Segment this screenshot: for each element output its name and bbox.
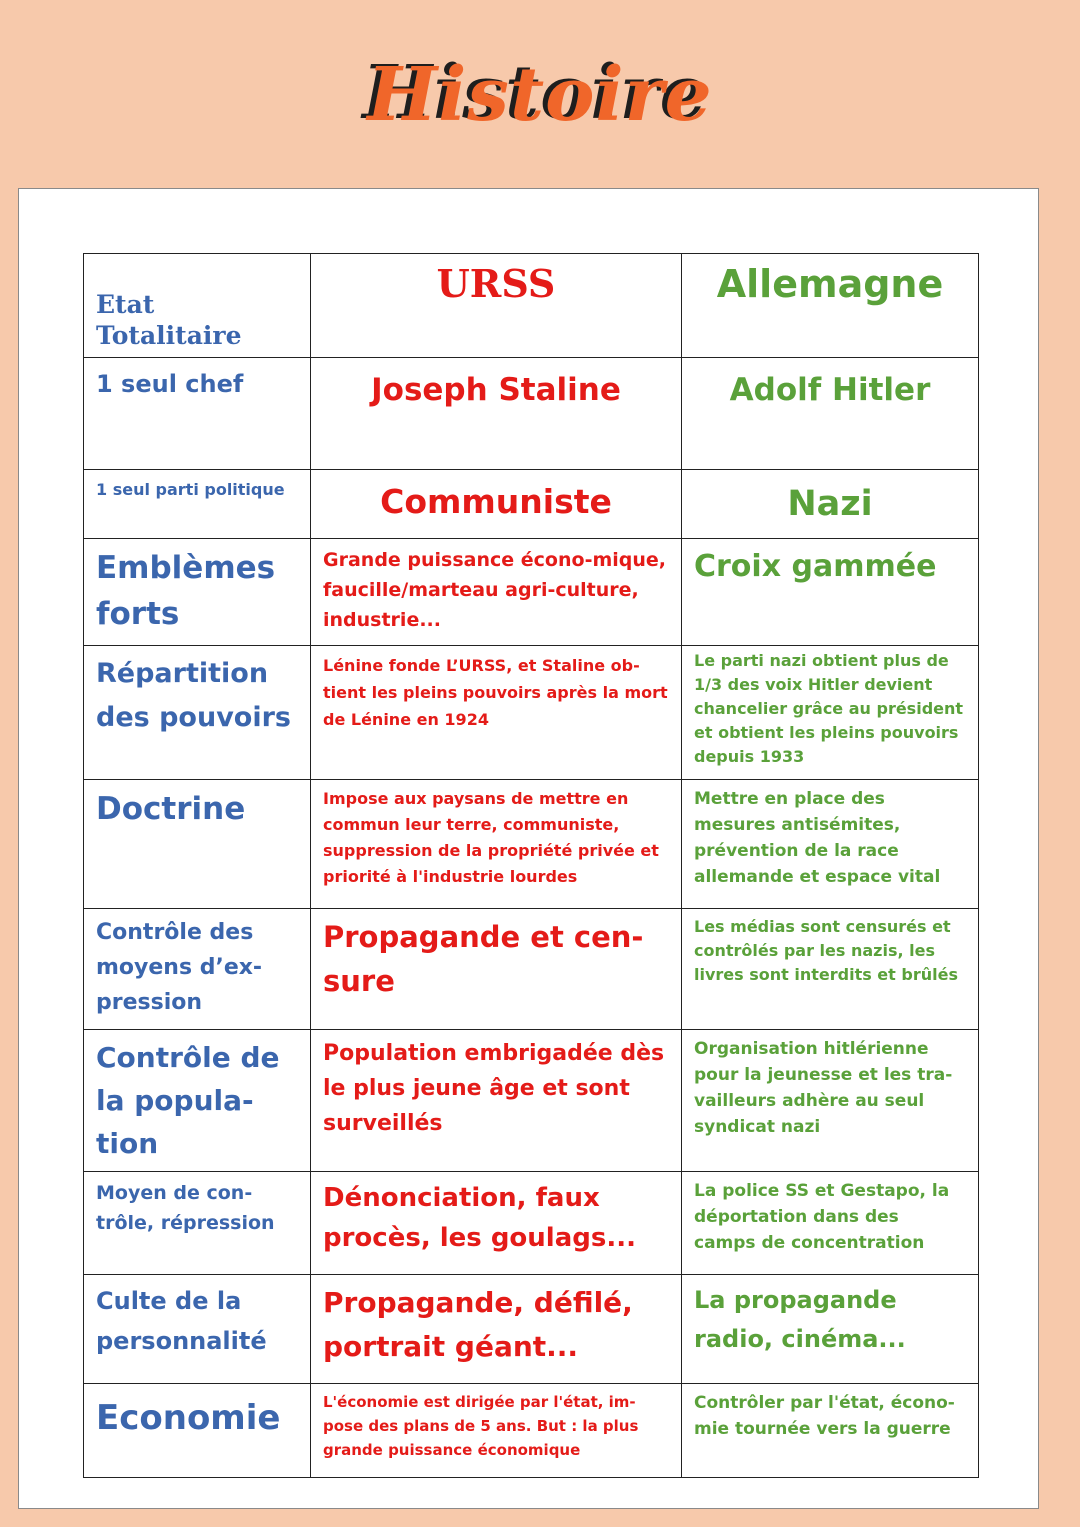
row-label: Emblèmes forts (96, 550, 276, 632)
allemagne-cell (682, 1172, 979, 1275)
table-row (84, 780, 979, 909)
title-text: Histoire (367, 52, 713, 138)
allemagne-text: La propagande radio, cinéma... (694, 1286, 906, 1353)
allemagne-text: Nazi (787, 484, 873, 524)
header-urss-text: URSS (436, 261, 556, 306)
header-row (84, 254, 979, 358)
row-label: Moyen de con-trôle, répression (96, 1182, 275, 1234)
urss-text: Propagande et cen-sure (323, 920, 644, 998)
header-label-text: Etat Totalitaire (96, 290, 242, 350)
row-label-cell (84, 1030, 311, 1172)
allemagne-text: Croix gammée (694, 549, 937, 584)
row-label-cell (84, 646, 311, 780)
urss-cell (311, 780, 682, 909)
row-label: 1 seul parti politique (96, 480, 285, 499)
urss-cell (311, 1384, 682, 1478)
urss-text: Lénine fonde L’URSS, et Staline ob-tient les pleins pouvoirs après la mort de Lénine en 1924 (323, 656, 668, 729)
allemagne-cell (682, 1275, 979, 1384)
table-row (84, 1030, 979, 1172)
row-label-cell (84, 1275, 311, 1384)
urss-text: Communiste (380, 482, 612, 521)
row-label-cell (84, 358, 311, 470)
urss-cell (311, 1030, 682, 1172)
comparison-table (83, 253, 979, 1478)
allemagne-cell (682, 1030, 979, 1172)
row-label: Répartition des pouvoirs (96, 658, 291, 733)
row-label-cell (84, 539, 311, 646)
table-row (84, 909, 979, 1030)
urss-cell (311, 1275, 682, 1384)
urss-text: Population embrigadée dès le plus jeune âge et sont surveillés (323, 1041, 665, 1136)
allemagne-cell (682, 1384, 979, 1478)
allemagne-text: Mettre en place des mesures antisémites, prévention de la race allemande et espace vital (694, 789, 941, 887)
allemagne-text: Contrôler par l'état, écono-mie tournée vers la guerre (694, 1393, 955, 1439)
row-label: Economie (96, 1398, 281, 1438)
urss-text: Joseph Staline (371, 372, 621, 408)
row-label-cell (84, 470, 311, 539)
urss-cell (311, 470, 682, 539)
table-row (84, 1172, 979, 1275)
allemagne-text: Adolf Hitler (729, 372, 931, 408)
table-row (84, 539, 979, 646)
urss-text: Dénonciation, faux procès, les goulags... (323, 1183, 636, 1253)
allemagne-text: Les médias sont censurés et contrôlés par les nazis, les livres sont interdits et brûlés (694, 917, 958, 984)
table-row (84, 646, 979, 780)
row-label: Contrôle des moyens d’ex-pression (96, 920, 263, 1015)
row-label-cell (84, 1172, 311, 1275)
urss-text: Propagande, défilé, portrait géant... (323, 1286, 633, 1363)
allemagne-cell (682, 358, 979, 470)
row-label-cell (84, 909, 311, 1030)
header-cell-allemagne (682, 254, 979, 358)
urss-cell (311, 1172, 682, 1275)
allemagne-text: La police SS et Gestapo, la déportation dans des camps de concentration (694, 1181, 950, 1253)
allemagne-text: Le parti nazi obtient plus de 1/3 des voix Hitler devient chancelier grâce au président et obtient les pleins pouvoirs depuis 1933 (694, 651, 964, 766)
urss-cell (311, 539, 682, 646)
row-label-cell (84, 1384, 311, 1478)
table-row (84, 1275, 979, 1384)
urss-cell (311, 646, 682, 780)
row-label: Contrôle de la popula-tion (96, 1041, 280, 1160)
allemagne-cell (682, 646, 979, 780)
allemagne-cell (682, 539, 979, 646)
allemagne-cell (682, 470, 979, 539)
table-row (84, 1384, 979, 1478)
row-label: 1 seul chef (96, 370, 244, 398)
urss-text: L'économie est dirigée par l'état, im-pose des plans de 5 ans. But : la plus grande puissance économique (323, 1393, 639, 1459)
urss-cell (311, 909, 682, 1030)
row-label: Culte de la personnalité (96, 1287, 267, 1355)
header-cell-urss (311, 254, 682, 358)
urss-text: Grande puissance écono-mique, faucille/marteau agri-culture, industrie... (323, 549, 666, 631)
row-label: Doctrine (96, 791, 246, 827)
table-row (84, 358, 979, 470)
header-allemagne-text: Allemagne (716, 262, 944, 306)
row-label-cell (84, 780, 311, 909)
header-cell-label (84, 254, 311, 358)
table-row (84, 470, 979, 539)
allemagne-cell (682, 909, 979, 1030)
page-title (0, 52, 1080, 152)
allemagne-cell (682, 780, 979, 909)
allemagne-text: Organisation hitlérienne pour la jeunesse et les tra-vailleurs adhère au seul syndicat nazi (694, 1039, 953, 1137)
urss-cell (311, 358, 682, 470)
urss-text: Impose aux paysans de mettre en commun leur terre, communiste, suppression de la propriété privée et priorité à l'industrie lourdes (323, 789, 659, 886)
